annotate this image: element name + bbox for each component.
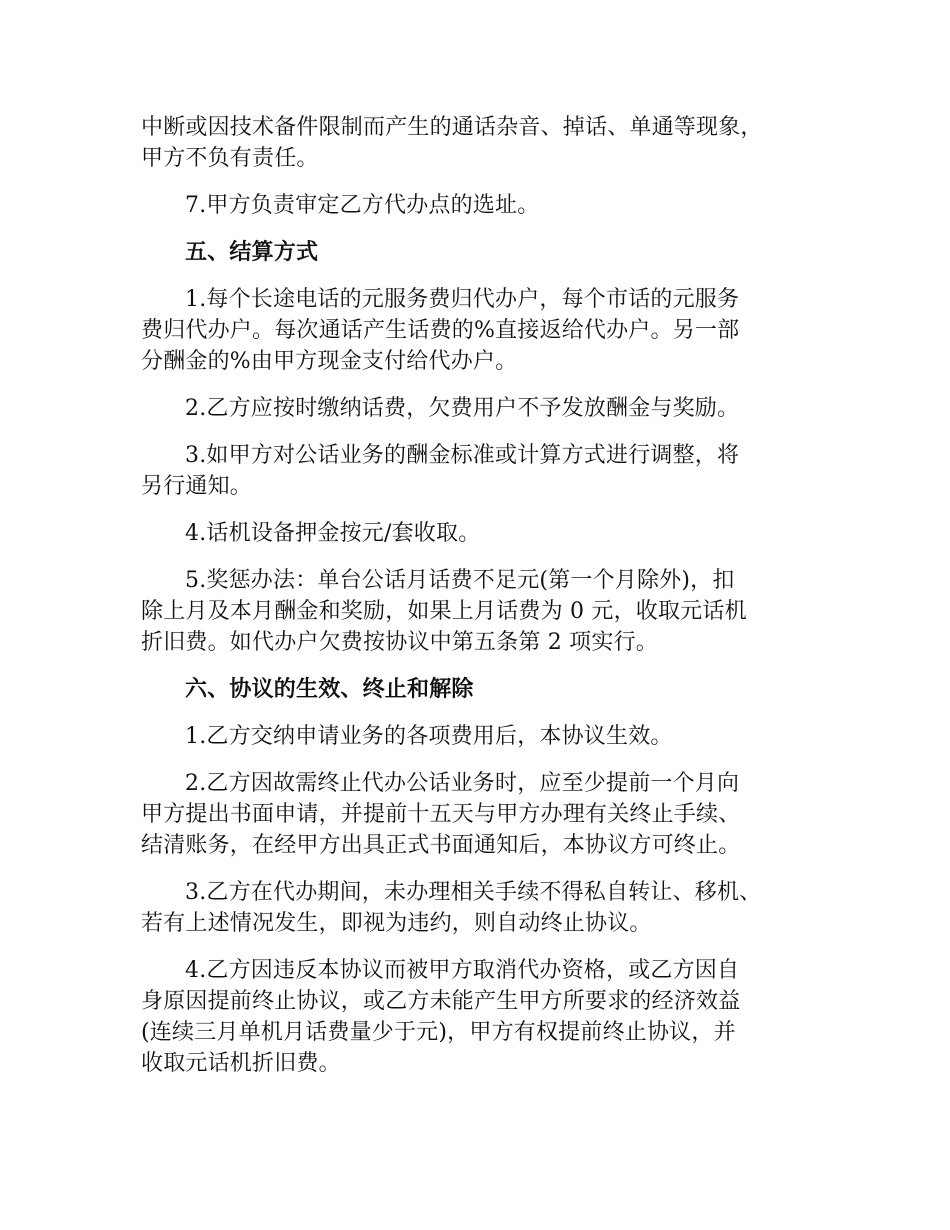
- text-line: 费归代办户。每次通话产生话费的%直接返给代办户。另一部: [141, 318, 740, 343]
- text-line: 1.乙方交纳申请业务的各项费用后，本协议生效。: [185, 724, 673, 749]
- text-line: 5.奖惩办法：单台公话月话费不足元(第一个月除外)，扣: [185, 568, 735, 593]
- section-heading: [141, 674, 811, 705]
- text-line: 六、协议的生效、终止和解除: [185, 677, 474, 702]
- text-line: 3.如甲方对公话业务的酬金标准或计算方式进行调整，将: [185, 443, 740, 468]
- text-line: 甲方提出书面申请，并提前十五天与甲方办理有关终止手续、: [141, 802, 741, 827]
- text-line: 若有上述情况发生，即视为违约，则自动终止协议。: [141, 911, 652, 936]
- text-line: 身原因提前终止协议，或乙方未能产生甲方所要求的经济效益: [141, 989, 741, 1014]
- text-line: 甲方不负有责任。: [141, 146, 319, 171]
- text-line: 3.乙方在代办期间，未办理相关手续不得私自转让、移机、: [185, 880, 762, 905]
- text-line: 4.乙方因违反本协议而被甲方取消代办资格，或乙方因自: [185, 958, 740, 983]
- paragraph: [141, 393, 811, 424]
- text-line: 2.乙方因故需终止代办公话业务时，应至少提前一个月向: [185, 771, 740, 796]
- text-line: 中断或因技术备件限制而产生的通话杂音、掉话、单通等现象，: [141, 115, 763, 140]
- paragraph: [141, 721, 811, 752]
- paragraph-continuation: [141, 112, 811, 174]
- text-line: 分酬金的%由甲方现金支付给代办户。: [141, 349, 518, 374]
- text-line: 2.乙方应按时缴纳话费，欠费用户不予发放酬金与奖励。: [185, 396, 740, 421]
- paragraph: [141, 518, 811, 549]
- text-line: 7.甲方负责审定乙方代办点的选址。: [185, 193, 540, 218]
- text-line: 另行通知。: [141, 474, 253, 499]
- paragraph: [141, 768, 811, 861]
- paragraph: [141, 565, 811, 658]
- section-heading: [141, 237, 811, 268]
- text-line: (连续三月单机月话费量少于元)，甲方有权提前终止协议，并: [141, 1020, 736, 1045]
- text-line: 收取元话机折旧费。: [141, 1051, 341, 1076]
- text-line: 结清账务，在经甲方出具正式书面通知后，本协议方可终止。: [141, 833, 741, 858]
- paragraph: [141, 955, 811, 1079]
- text-line: 五、结算方式: [185, 240, 319, 265]
- text-line: 1.每个长途电话的元服务费归代办户，每个市话的元服务: [185, 287, 740, 312]
- text-line: 4.话机设备押金按元/套收取。: [185, 521, 481, 546]
- paragraph: [141, 877, 811, 939]
- paragraph: [141, 284, 811, 377]
- paragraph: [141, 440, 811, 502]
- text-line: 折旧费。如代办户欠费按协议中第五条第 2 项实行。: [141, 630, 658, 655]
- paragraph: [141, 190, 811, 221]
- text-line: 除上月及本月酬金和奖励，如果上月话费为 0 元，收取元话机: [141, 599, 747, 624]
- document-body: [141, 112, 811, 1095]
